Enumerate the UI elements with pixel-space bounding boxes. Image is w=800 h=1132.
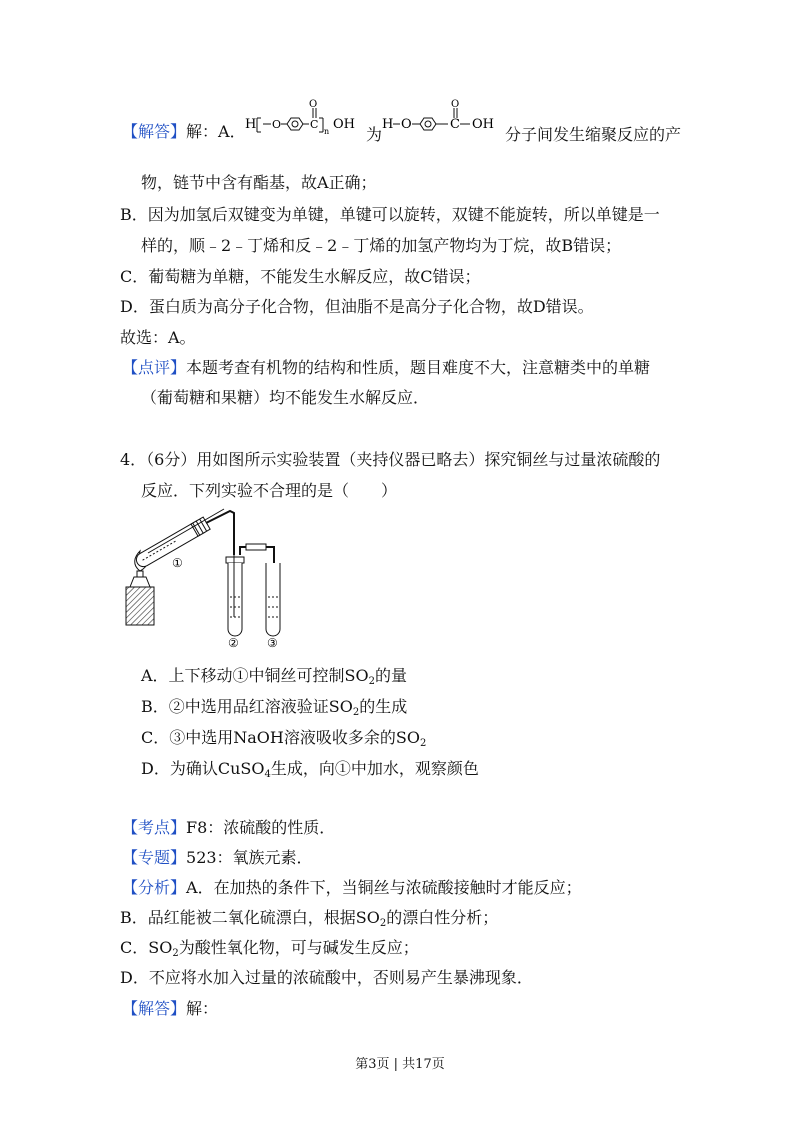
monomer-carbonyl-o: O [451, 99, 460, 110]
fenxi-tag: 【分析】 [122, 878, 187, 897]
comment-text-1: 本题考查有机物的结构和性质，题目难度不大，注意糖类中的单糖 [186, 358, 651, 377]
monomer-h: H [382, 117, 394, 132]
comment-line-2: （葡萄糖和果糖）均不能发生水解反应． [141, 388, 430, 407]
fenxi-line-4: D．不应将水加入过量的浓硫酸中，否则易产生暴沸现象． [120, 968, 533, 987]
jieda-line: 【解答】解： [122, 999, 219, 1018]
formula-mid: 为 [366, 125, 383, 144]
apparatus-figure [120, 505, 300, 650]
option-a: A．上下移动①中铜丝可控制$SO_2$的量 [141, 666, 408, 687]
tube1-label: ① [172, 556, 183, 570]
zhuanti-line: 【专题】523：氧族元素． [122, 848, 313, 867]
comment-line-1 [122, 357, 650, 379]
svg-text:O: O [272, 118, 282, 131]
fenxi-line-1: 【分析】A．在加热的条件下，当铜丝与浓硫酸接触时才能反应； [122, 878, 582, 897]
option-c: C．③中选用NaOH溶液吸收多余的$SO_2$ [141, 728, 427, 749]
answer-tag: 【解答】 [122, 122, 187, 141]
polymer-carbonyl-o: O [309, 99, 318, 110]
answer-line-1 [122, 121, 246, 143]
page-footer: 第3页 | 共17页 [355, 1057, 445, 1072]
zhuanti-tag: 【专题】 [122, 848, 187, 867]
jieda-tag: 【解答】 [122, 999, 187, 1018]
answer-line-5: C．葡萄糖为单糖，不能发生水解反应，故C错误； [120, 267, 481, 286]
tube2-label: ② [228, 636, 239, 650]
monomer-structure [380, 98, 510, 138]
answer-line-4: 样的，顺﹣2﹣丁烯和反﹣2﹣丁烯的加氢产物均为丁烷，故B错误； [141, 236, 622, 255]
q4-stem-1: 4．（6分）用如图所示实验装置（夹持仪器已略去）探究铜丝与过量浓硫酸的 [120, 450, 661, 469]
answer-line-3: B．因为加氢后双键变为单键，单键可以旋转，双键不能旋转，所以单键是一 [120, 205, 660, 224]
polymer-h: H [245, 117, 257, 132]
polymer-structure [243, 98, 363, 138]
tube3-label: ③ [267, 636, 278, 650]
polymer-n: n [324, 127, 330, 136]
kaodian-line: 【考点】F8：浓硫酸的性质． [122, 818, 336, 837]
comment-tag: 【点评】 [122, 358, 187, 377]
q4-stem-2: 反应．下列实验不合理的是（ ） [141, 481, 398, 500]
option-d: D．为确认CuSO$_4$生成，向①中加水，观察颜色 [141, 759, 479, 780]
polymer-oh: OH [333, 117, 355, 132]
formula-suffix: 分子间发生缩聚反应的产 [505, 125, 682, 144]
answer-prefix: 解：A． [186, 122, 246, 141]
fenxi-line-2: B．品红能被二氧化硫漂白，根据$SO_2$的漂白性分析； [120, 908, 499, 929]
answer-line-7: 故选：A。 [120, 328, 196, 347]
option-b: B．②中选用品红溶液验证$SO_2$的生成 [141, 697, 408, 718]
monomer-o: O [401, 117, 412, 132]
monomer-oh: OH [472, 117, 494, 132]
monomer-c: C [450, 117, 460, 132]
fenxi-line-3: C．$SO_2$为酸性氧化物，可与碱发生反应； [120, 938, 419, 959]
answer-line-2: 物，链节中含有酯基，故A正确； [141, 173, 377, 192]
kaodian-tag: 【考点】 [122, 818, 187, 837]
answer-line-6: D．蛋白质为高分子化合物，但油脂不是高分子化合物，故D错误。 [120, 297, 594, 316]
svg-text:C: C [310, 118, 319, 131]
